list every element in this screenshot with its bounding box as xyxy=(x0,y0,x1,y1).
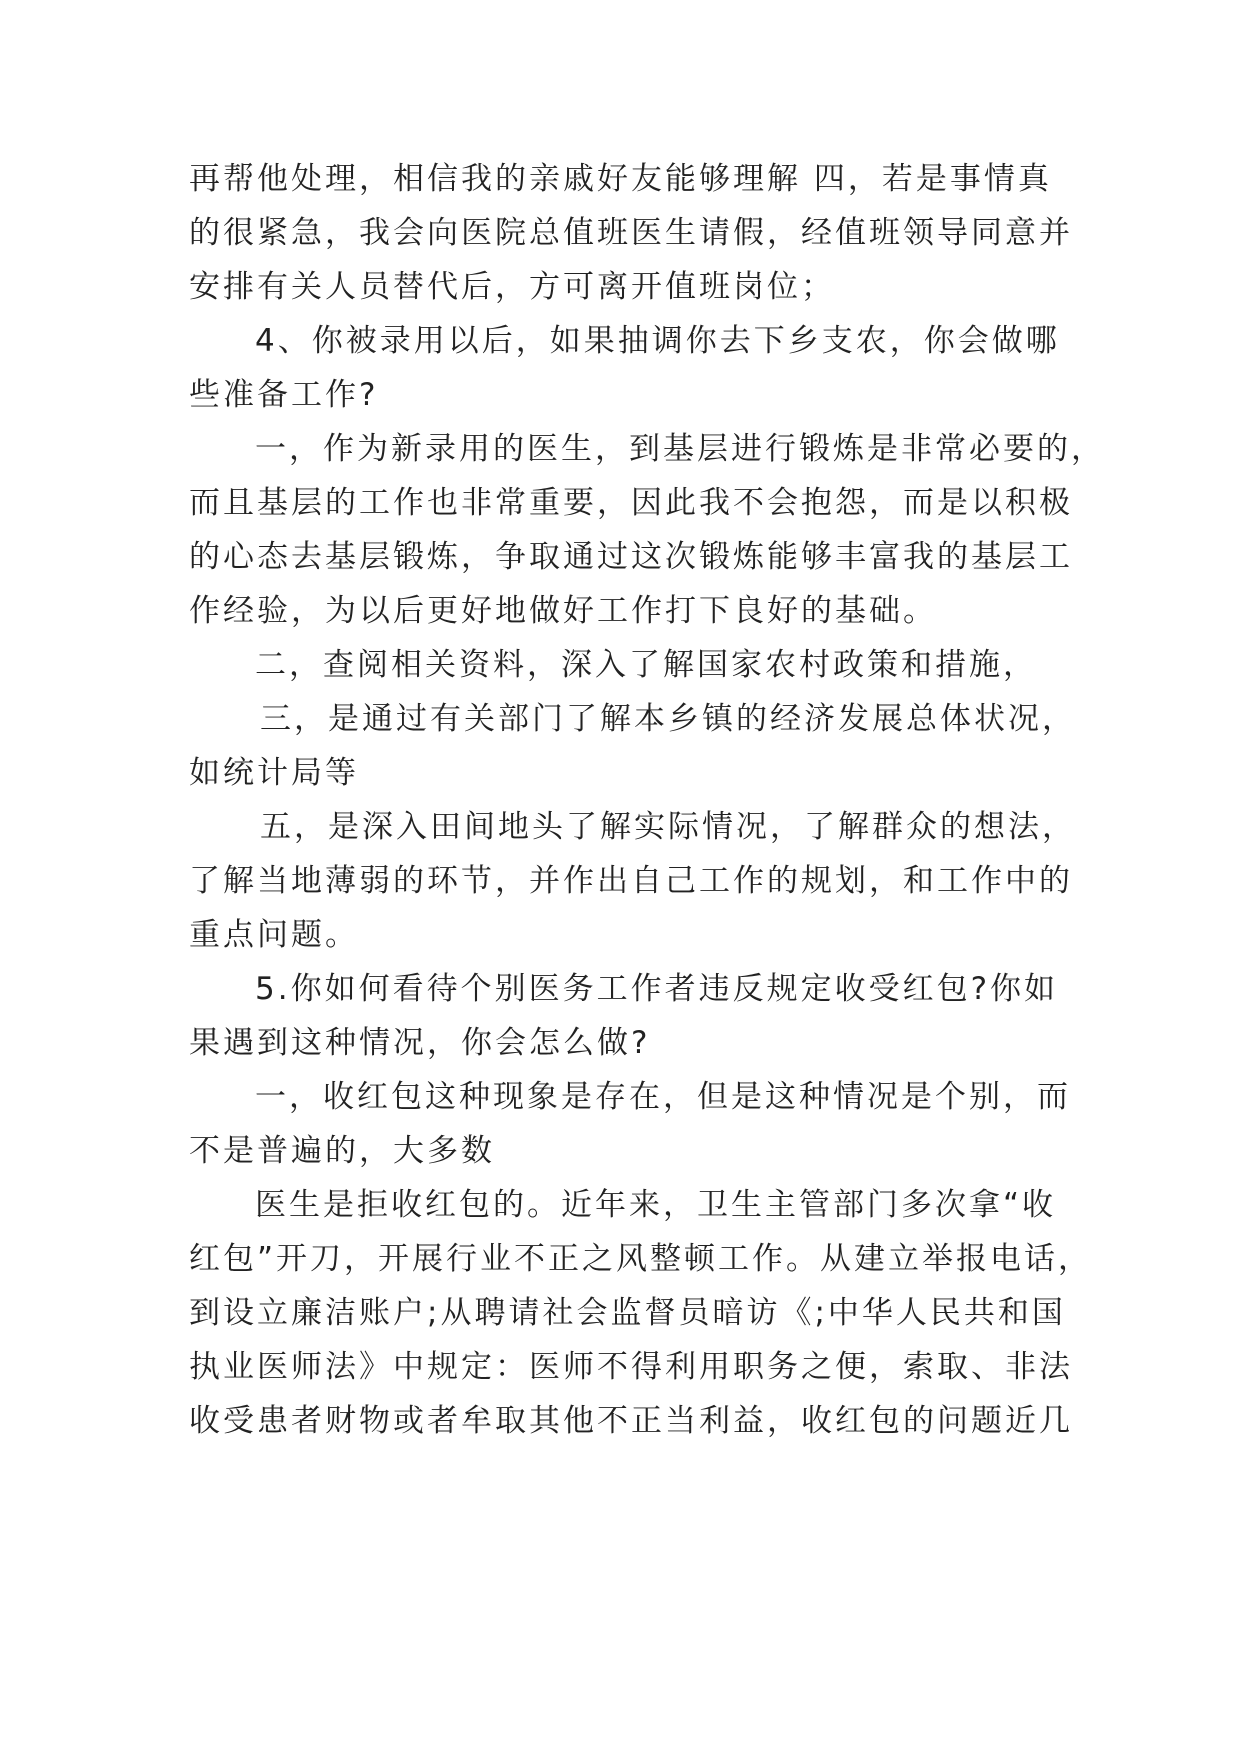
question-4-line: 4、你被录用以后，如果抽调你去下乡支农，你会做哪 xyxy=(255,323,1060,359)
text-line: 的心态去基层锻炼，争取通过这次锻炼能够丰富我的基层工 xyxy=(189,539,1073,575)
text-line: 如统计局等 xyxy=(189,755,359,791)
text-line: 再帮他处理，相信我的亲戚好友能够理解 四，若是事情真 xyxy=(189,161,1052,197)
paragraph-start-line: 医生是拒收红包的。近年来，卫生主管部门多次拿“收 xyxy=(255,1187,1057,1223)
text-line: 作经验，为以后更好地做好工作打下良好的基础。 xyxy=(189,593,937,629)
paragraph-start-line: 二，查阅相关资料，深入了解国家农村政策和措施， xyxy=(255,647,1037,683)
text-line: 而且基层的工作也非常重要，因此我不会抱怨，而是以积极 xyxy=(189,485,1073,521)
text-line: 收受患者财物或者牟取其他不正当利益，收红包的问题近几 xyxy=(189,1403,1073,1439)
text-line: 红包”开刀，开展行业不正之风整顿工作。从建立举报电话， xyxy=(189,1241,1093,1277)
paragraph-start-line: 五，是深入田间地头了解实际情况，了解群众的想法， xyxy=(260,809,1076,845)
question-5-line: 5.你如何看待个别医务工作者违反规定收受红包?你如 xyxy=(255,971,1059,1007)
text-line: 到设立廉洁账户;从聘请社会监督员暗访《;中华人民共和国 xyxy=(189,1295,1066,1331)
document-body xyxy=(189,152,1105,1448)
text-line: 执业医师法》中规定：医师不得利用职务之便，索取、非法 xyxy=(189,1349,1073,1385)
text-line: 安排有关人员替代后，方可离开值班岗位； xyxy=(189,269,835,305)
text-line: 重点问题。 xyxy=(189,917,359,953)
text-line: 些准备工作? xyxy=(189,377,379,413)
text-line: 果遇到这种情况，你会怎么做? xyxy=(189,1025,651,1061)
paragraph-start-line: 一，作为新录用的医生，到基层进行锻炼是非常必要的， xyxy=(255,431,1105,467)
text-line: 不是普遍的，大多数 xyxy=(189,1133,495,1169)
paragraph-start-line: 一，收红包这种现象是存在，但是这种情况是个别，而 xyxy=(255,1079,1071,1115)
text-line: 了解当地薄弱的环节，并作出自己工作的规划，和工作中的 xyxy=(189,863,1073,899)
paragraph-start-line: 三，是通过有关部门了解本乡镇的经济发展总体状况， xyxy=(260,701,1076,737)
text-line: 的很紧急，我会向医院总值班医生请假，经值班领导同意并 xyxy=(189,215,1073,251)
